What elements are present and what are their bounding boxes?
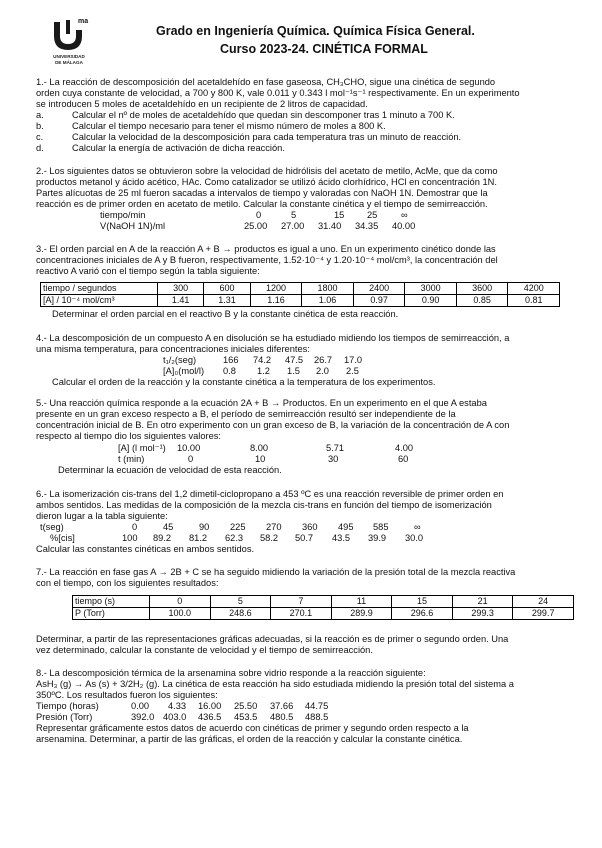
p8-data-row-pressure [0,712,602,723]
p3-row1-cell: 300 [158,283,204,295]
p7-row2-cell: 248.6 [210,608,271,620]
p6-row1-cell: 90 [199,522,210,532]
p2-row2-label: V(NaOH 1N)/ml [100,221,166,231]
p2-data-row-time [0,210,602,221]
p2-row1-cell: 15 [334,210,345,220]
p2-row2-cell: 27.00 [281,221,305,231]
p6-row1-cell: 495 [338,522,354,532]
p6-row1-cell: 360 [302,522,318,532]
p2-line-1: 2.- Los siguientes datos se obtuvieron sobre la velocidad de hidrólisis del acetato de metilo, AcMe, que da como [36,166,498,176]
p7-table-row-pressure [73,608,574,620]
p3-row2-cell: 1.31 [204,295,250,307]
p7-note-1: Determinar, a partir de las representaciones gráficas adecuadas, si la reacción es de primer o segundo orden. Una [36,634,509,644]
p4-note: Calcular el orden de la reacción y la constante cinética a la temperatura de los experimentos. [52,377,436,387]
p3-data-table [40,282,560,307]
p7-row2-cell: 296.6 [392,608,453,620]
p6-row1-cell: 270 [266,522,282,532]
p7-row2-label: P (Torr) [73,608,150,620]
p5-row2-cell: 0 [188,454,194,464]
p2-row2-cell: 34.35 [355,221,379,231]
p6-row2-cell: 62.3 [225,533,244,543]
p6-row1-label: t(seg) [40,522,64,532]
p7-row2-cell: 270.1 [271,608,332,620]
p3-line-1: 3.- El orden parcial en A de la reacción A + B → productos es igual a uno. En un experimento cinético donde las [36,244,496,254]
p5-row2-label: t (min) [118,454,145,464]
p4-row1-label: t₁/₂(seg) [163,355,197,365]
p3-row1-cell: 1800 [302,283,354,295]
p7-row1-cell: 21 [452,596,513,608]
p5-row1-cell: 8.00 [250,443,269,453]
p8-row1-cell: 0.00 [131,701,150,711]
p3-row1-cell: 600 [204,283,250,295]
p5-data-row-conc [0,443,602,454]
p5-row1-cell: 5.71 [326,443,345,453]
p4-row1-cell: 26.7 [314,355,333,365]
p3-note: Determinar el orden parcial en el reactivo B y la constante cinética de esta reacción. [52,309,399,319]
p5-note: Determinar la ecuación de velocidad de esta reacción. [58,465,282,475]
p8-row1-cell: 44.75 [305,701,329,711]
p4-row1-cell: 166 [223,355,239,365]
p1-item-d-key: d. [36,143,44,153]
p8-data-row-time [0,701,602,712]
p6-row1-cell: 225 [230,522,246,532]
p6-row1-cell: 0 [132,522,138,532]
p3-row1-label: tiempo / segundos [41,283,158,295]
p4-row1-cell: 17.0 [344,355,363,365]
p6-row2-cell: 81.2 [189,533,208,543]
p3-row2-cell: 1.06 [302,295,354,307]
p2-row2-cell: 25.00 [244,221,268,231]
p4-row2-cell: 2.0 [316,366,329,376]
p3-row1-cell: 3600 [456,283,508,295]
p6-row1-cell: 585 [373,522,389,532]
page-subtitle: Curso 2023-24. CINÉTICA FORMAL [220,42,428,56]
p3-line-3: reactivo A varió con el tiempo según la tabla siguiente: [36,266,260,276]
p6-line-1: 6.- La isomerización cis-trans del 1,2 dimetil-ciclopropano a 453 ºC es una reacción reversible de primer orden en [36,489,504,499]
p8-row1-cell: 37.66 [270,701,294,711]
p6-row2-label: %[cis] [50,533,75,543]
p8-row1-label: Tiempo (horas) [36,701,99,711]
p8-row2-cell: 488.5 [305,712,329,722]
p2-data-row-volume [0,221,602,232]
p8-row1-cell: 4.33 [168,701,187,711]
p2-row1-cell: ∞ [401,210,408,220]
p7-row1-cell: 7 [271,596,332,608]
p2-row2-cell: 31.40 [318,221,342,231]
p5-row2-cell: 30 [328,454,339,464]
p7-row2-cell: 299.7 [513,608,574,620]
p8-row2-cell: 436.5 [198,712,222,722]
p5-row1-label: [A] (l mol⁻¹) [118,443,166,453]
p7-row2-cell: 100.0 [150,608,211,620]
p3-row1-cell: 3000 [405,283,457,295]
p7-row1-cell: 11 [331,596,392,608]
logo-sup: ma [78,18,89,25]
logo-line-1: UNIVERSIDAD [53,54,85,59]
p1-line-1: 1.- La reacción de descomposición del acetaldehído en fase gaseosa, CH₃CHO, sigue una cinética de segundo [36,77,496,87]
p2-row2-cell: 40.00 [392,221,416,231]
p3-row2-cell: 0.85 [456,295,508,307]
p7-data-table [72,595,574,620]
p2-row1-label: tiempo/min [100,210,146,220]
p3-line-2: concentraciones iniciales de A y B fueron, respectivamente, 1.52·10⁻⁴ y 1.20·10⁻⁴ mol/cm³, la concentración del [36,255,498,265]
p2-row1-cell: 0 [256,210,262,220]
p6-row2-cell: 100 [122,533,138,543]
p4-row2-cell: 0.8 [223,366,236,376]
p7-row2-cell: 299.3 [452,608,513,620]
p8-row2-cell: 453.5 [234,712,258,722]
p4-line-1: 4.- La descomposición de un compuesto A en disolución se ha estudiado midiendo los tiempos de semirreacción, a [36,333,510,343]
p8-row2-cell: 480.5 [270,712,294,722]
p1-line-2: orden cuya constante de velocidad, a 700 y 800 K, vale 0.011 y 0.343 l mol⁻¹s⁻¹ respectivamente. En un experimento [36,88,520,98]
p8-line-3: 350ºC. Los resultados fueron los siguientes: [36,690,218,700]
p7-line-2: con el tiempo, con los siguientes resultados: [36,578,219,588]
p4-row1-cell: 74.2 [253,355,272,365]
p2-line-4: reacción es de primer orden en acetato de metilo. Calcular la constante cinética y el tiempo de semirreacción. [36,199,488,209]
p1-item-c-key: c. [36,132,44,142]
p8-row2-cell: 403.0 [163,712,187,722]
p8-line-2: AsH₃ (g) → As (s) + 3/2H₂ (g). La cinética de esta reacción ha sido estudiada midiendo la presión total del sistema a [36,679,514,689]
p4-row2-cell: 2.5 [346,366,359,376]
p3-row2-cell: 0.90 [405,295,457,307]
p6-row2-cell: 58.2 [260,533,279,543]
p7-row2-cell: 289.9 [331,608,392,620]
p3-row2-label: [A] / 10⁻⁴ mol/cm³ [41,295,158,307]
p6-row2-cell: 50.7 [295,533,314,543]
p6-row2-cell: 43.5 [332,533,351,543]
p5-row1-cell: 10.00 [177,443,201,453]
p7-note-2: vez determinado, calcular la constante de velocidad y el tiempo de semirreacción. [36,645,373,655]
p3-row1-cell: 2400 [353,283,405,295]
p3-table-row-conc [41,295,560,307]
p1-item-b: Calcular el tiempo necesario para tener el mismo número de moles a 800 K. [72,121,386,131]
p5-line-3: concentración inicial de B. En otro experimento con un gran exceso de B, la variación de la concentración de A con [36,420,510,430]
p6-row1-cell: ∞ [414,522,421,532]
p6-row2-cell: 39.9 [368,533,387,543]
p7-row1-cell: 15 [392,596,453,608]
p2-row1-cell: 5 [291,210,297,220]
p3-table-row-time [41,283,560,295]
p8-note-1: Representar gráficamente estos datos de acuerdo con cinéticas de primer y segundo orden respecto a la [36,723,469,733]
p5-row2-cell: 10 [255,454,266,464]
page-title: Grado en Ingeniería Química. Química Física General. [156,24,475,38]
p4-row1-cell: 47.5 [285,355,304,365]
p2-line-2: productos metanol y ácido acético, HAc. Como catalizador se utilizó ácido clorhídrico, HCl en concentración 1N. [36,177,497,187]
p7-row1-cell: 24 [513,596,574,608]
p6-row2-cell: 89.2 [153,533,172,543]
p5-row1-cell: 4.00 [395,443,414,453]
p4-data-row-conc [0,366,602,377]
p7-table-row-time [73,596,574,608]
p7-line-1: 7.- La reacción en fase gas A → 2B + C se ha seguido midiendo la variación de la presión total de la mezcla reactiva [36,567,516,577]
p3-row1-cell: 4200 [508,283,560,295]
p6-data-row-time [0,522,602,533]
p6-row1-cell: 45 [163,522,174,532]
p5-line-1: 5.- Una reacción química responde a la ecuación 2A + B → Productos. En un experimento en el que A estaba [36,398,487,408]
p1-line-3: se introducen 5 moles de acetaldehído en un recipiente de 2 litros de capacidad. [36,99,368,109]
p1-item-a: Calcular el nº de moles de acetaldehído que quedan sin descomponer tras 1 minuto a 700 K. [72,110,455,120]
p6-data-row-cis [0,533,602,544]
p5-line-2: presente en un gran exceso respecto a B, el período de semirreacción resultó ser independiente de la [36,409,456,419]
p1-item-a-key: a. [36,110,44,120]
p3-row2-cell: 1.41 [158,295,204,307]
p7-row1-cell: 5 [210,596,271,608]
p8-row2-label: Presión (Torr) [36,712,93,722]
p4-row2-cell: 1.2 [257,366,270,376]
p3-row2-cell: 0.81 [508,295,560,307]
p4-row2-label: [A]₀(mol/l) [163,366,205,376]
p6-row2-cell: 30.0 [405,533,424,543]
p2-row1-cell: 25 [367,210,378,220]
p5-line-4: respecto al tiempo dio los siguientes valores: [36,431,222,441]
p2-line-3: Partes alícuotas de 25 ml fueron sacadas a intervalos de tiempo y valoradas con NaOH 1N. Demostrar que la [36,188,488,198]
p3-row2-cell: 1.16 [250,295,302,307]
p4-row2-cell: 1.5 [287,366,300,376]
p8-line-1: 8.- La descomposición térmica de la arsenamina sobre vidrio responde a la reacción siguiente: [36,668,426,678]
p6-line-3: dieron lugar a la tabla siguiente: [36,511,168,521]
p4-line-2: una misma temperatura, para concentraciones iniciales diferentes: [36,344,310,354]
p5-row2-cell: 60 [398,454,409,464]
p8-row1-cell: 16.00 [198,701,222,711]
p6-line-2: ambos sentidos. Las medidas de la composición de la mezcla cis-trans en función del tiempo de isomerización [36,500,492,510]
p4-data-row-halflife [0,355,602,366]
p7-row1-cell: 0 [150,596,211,608]
p6-note: Calcular las constantes cinéticas en ambos sentidos. [36,544,255,554]
p5-data-row-time [0,454,602,465]
p8-row2-cell: 392.0 [131,712,155,722]
university-logo [46,18,92,70]
p1-item-b-key: b. [36,121,44,131]
logo-line-2: DE MÁLAGA [55,60,83,65]
p3-row1-cell: 1200 [250,283,302,295]
p7-row1-label: tiempo (s) [73,596,150,608]
p1-item-d: Calcular la energía de activación de dicha reacción. [72,143,285,153]
p8-note-2: arsenamina. Determinar, a partir de las gráficas, el orden de la reacción y calcular la constante cinética. [36,734,463,744]
p3-row2-cell: 0.97 [353,295,405,307]
p8-row1-cell: 25.50 [234,701,258,711]
p1-item-c: Calcular la velocidad de la descomposición para cada temperatura tras un minuto de reacción. [72,132,462,142]
